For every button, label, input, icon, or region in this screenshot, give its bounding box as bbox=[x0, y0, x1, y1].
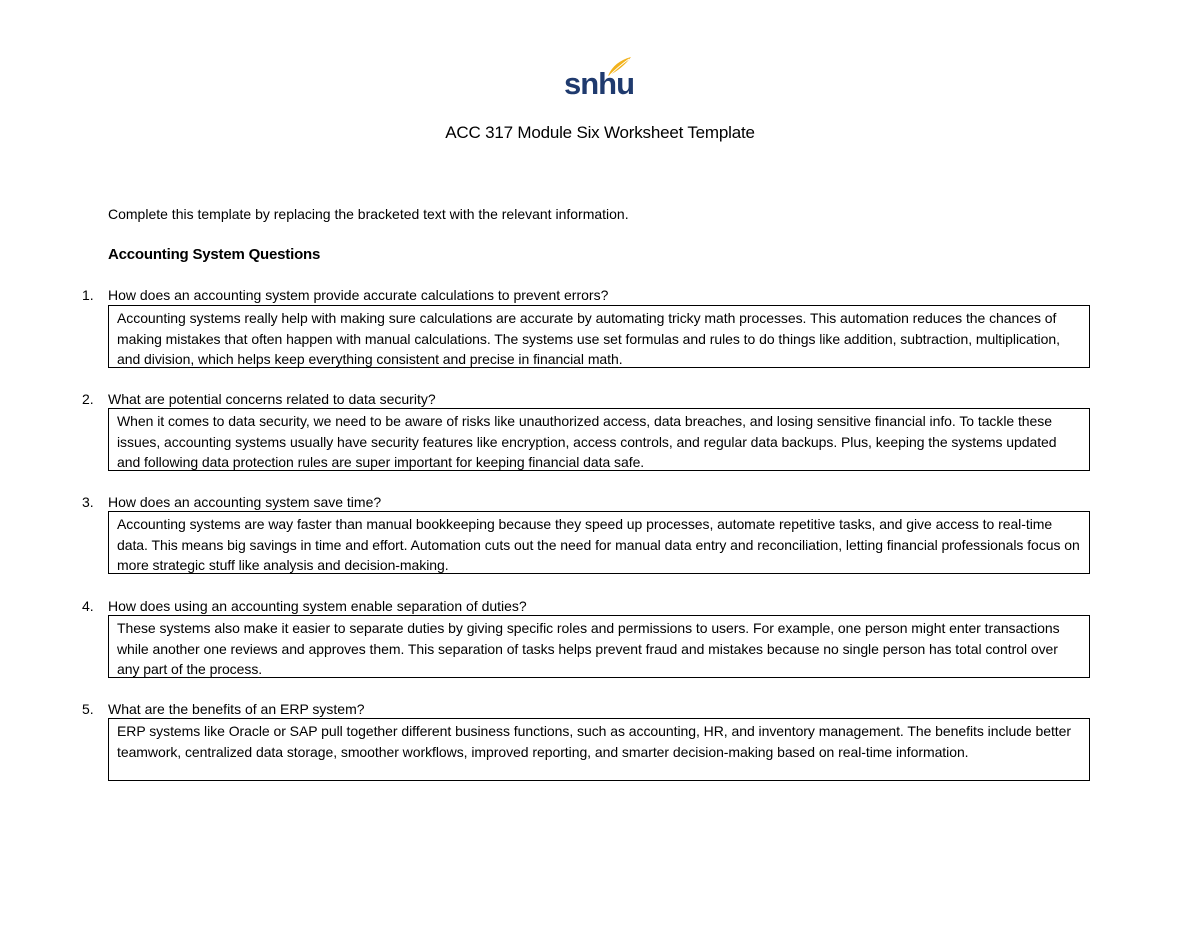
question-number: 2. bbox=[82, 391, 94, 407]
section-heading: Accounting System Questions bbox=[108, 246, 321, 263]
question-text: What are the benefits of an ERP system? bbox=[108, 701, 365, 717]
snhu-logo bbox=[564, 56, 634, 102]
question-number: 5. bbox=[82, 701, 94, 717]
question-text: How does an accounting system provide accurate calculations to prevent errors? bbox=[108, 287, 609, 303]
intro-text: Complete this template by replacing the bracketed text with the relevant information. bbox=[108, 206, 629, 222]
question-number: 3. bbox=[82, 494, 94, 510]
question-number: 4. bbox=[82, 598, 94, 614]
question-number: 1. bbox=[82, 287, 94, 303]
answer-box-4[interactable]: These systems also make it easier to separate duties by giving specific roles and permissions to users. For example, one person might enter transactions while another one reviews and approves them. This separation of tasks helps prevent fraud and mistakes because no single person has total control over any part of the process. bbox=[108, 615, 1090, 678]
answer-box-3[interactable]: Accounting systems are way faster than manual bookkeeping because they speed up processes, automate repetitive tasks, and give access to real-time data. This means big savings in time and effort. Automation cuts out the need for manual data entry and reconciliation, letting financial professionals focus on more strategic stuff like analysis and decision-making. bbox=[108, 511, 1090, 574]
question-text: What are potential concerns related to data security? bbox=[108, 391, 436, 407]
answer-box-5[interactable]: ERP systems like Oracle or SAP pull together different business functions, such as accounting, HR, and inventory management. The benefits include better teamwork, centralized data storage, smoother workflows, improved reporting, and smarter decision-making based on real-time information. bbox=[108, 718, 1090, 781]
answer-box-2[interactable]: When it comes to data security, we need to be aware of risks like unauthorized access, data breaches, and losing sensitive financial info. To tackle these issues, accounting systems usually have security features like encryption, access controls, and regular data backups. Plus, keeping the systems updated and following data protection rules are super important for keeping financial data safe. bbox=[108, 408, 1090, 471]
page-title: ACC 317 Module Six Worksheet Template bbox=[445, 123, 755, 142]
answer-box-1[interactable]: Accounting systems really help with making sure calculations are accurate by automating tricky math processes. This automation reduces the chances of making mistakes that often happen with manual calculations. The systems use set formulas and rules to do things like addition, subtraction, multiplication, and division, which helps keep everything consistent and precise in financial math. bbox=[108, 305, 1090, 368]
question-text: How does using an accounting system enable separation of duties? bbox=[108, 598, 527, 614]
logo-text: snhu bbox=[564, 66, 635, 101]
question-text: How does an accounting system save time? bbox=[108, 494, 382, 510]
